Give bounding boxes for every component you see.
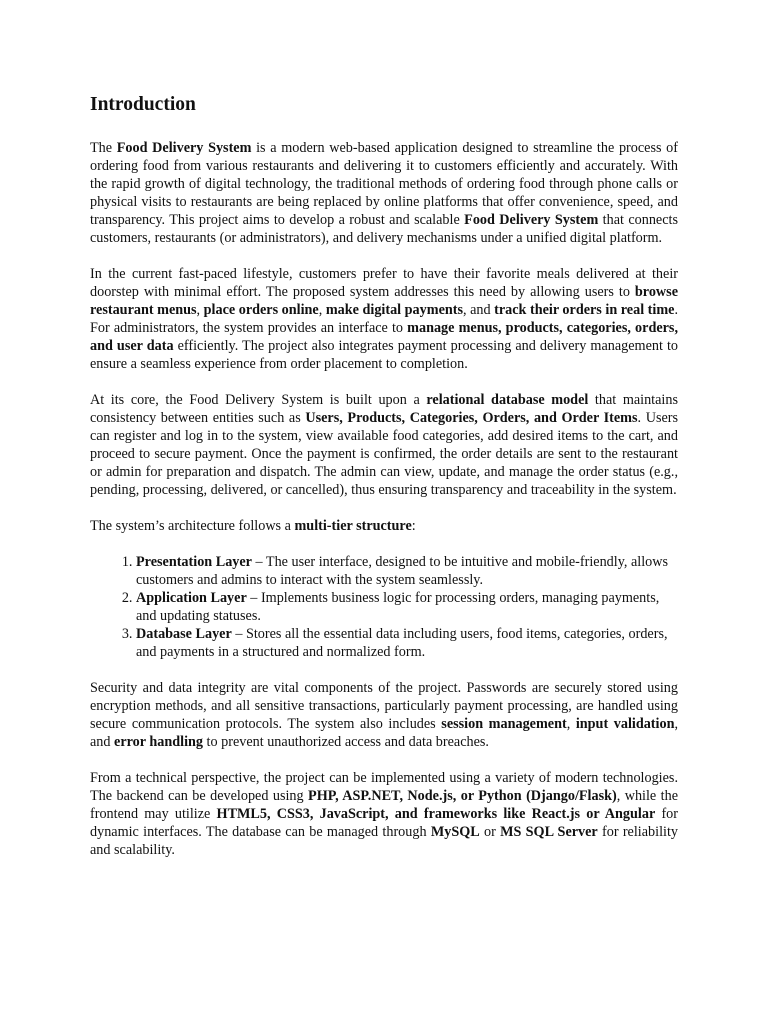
bold-term: MS SQL Server	[500, 824, 598, 840]
bold-term: PHP, ASP.NET, Node.js, or Python (Django/Flask)	[308, 788, 617, 804]
list-item-text: – Implements business logic for processing orders, managing payments, and updating statuses.	[136, 590, 660, 624]
text-run: At its core, the Food Delivery System is built upon a	[90, 392, 427, 408]
bold-term: Food Delivery System	[464, 212, 599, 228]
text-run: Security and data integrity are vital components of the project. Passwords are securely stored using encryption methods, and all sensitive transactions, particularly payment processing, are handled using secure communication protocols. The system also includes	[90, 680, 678, 732]
bold-term: Food Delivery System	[116, 140, 252, 156]
bold-term: browse restaurant menus	[90, 284, 678, 318]
list-item	[136, 625, 678, 661]
paragraph-overview	[90, 139, 678, 247]
bold-term: session management	[441, 716, 567, 732]
architecture-list	[90, 553, 678, 661]
text-run: is a modern web-based application designed to streamline the process of ordering food from various restaurants and delivering it to customers efficiently and accurately. With the rapid growth of digital technology, the traditional methods of ordering food through phone calls or physical visits to restaurants are being replaced by online platforms that offer convenience, speed, and transparency. This project aims to develop a robust and scalable	[90, 140, 678, 228]
bold-term: input validation	[575, 716, 675, 732]
text-run: The	[90, 140, 117, 156]
list-item	[136, 553, 678, 589]
text-run: ,	[196, 302, 204, 318]
text-run: . For administrators, the system provides an interface to	[90, 302, 679, 336]
text-run: ,	[318, 302, 326, 318]
text-run: , while the frontend may utilize	[90, 788, 678, 822]
text-run: ,	[566, 716, 576, 732]
text-run: , and	[90, 716, 679, 750]
text-run: that connects customers, restaurants (or administrators), and delivery mechanisms under a unified digital platform.	[90, 212, 678, 246]
text-run: efficiently. The project also integrates payment processing and delivery management to ensure a seamless experience from order placement to completion.	[90, 338, 679, 372]
bold-term: multi-tier structure	[294, 518, 412, 534]
bold-term: MySQL	[430, 824, 480, 840]
paragraph-database	[90, 391, 678, 499]
text-run: From a technical perspective, the project can be implemented using a variety of modern technologies. The backend can be developed using	[90, 770, 678, 804]
list-item-title: Presentation Layer	[136, 554, 252, 570]
text-run: that maintains consistency between entities such as	[90, 392, 678, 426]
text-run: for dynamic interfaces. The database can be managed through	[90, 806, 678, 840]
bold-term: track their orders in real time	[494, 302, 675, 318]
bold-term: manage menus, products, categories, orders, and user data	[90, 320, 678, 354]
text-run: for reliability and scalability.	[90, 824, 678, 858]
page-title: Introduction	[90, 94, 196, 115]
text-run: :	[411, 518, 416, 534]
text-run: In the current fast-paced lifestyle, customers prefer to have their favorite meals delivered at their doorstep with minimal effort. The proposed system addresses this need by allowing users to	[90, 266, 678, 300]
text-run: The system’s architecture follows a	[90, 518, 295, 534]
list-item	[136, 589, 678, 625]
paragraph-features	[90, 265, 678, 373]
bold-term: Users, Products, Categories, Orders, and Order Items	[305, 410, 638, 426]
list-item-title: Database Layer	[136, 626, 232, 642]
list-item-text: – Stores all the essential data including users, food items, categories, orders, and payments in a structured and normalized form.	[136, 626, 668, 660]
text-run: , and	[463, 302, 495, 318]
bold-term: make digital payments	[325, 302, 463, 318]
text-run: or	[479, 824, 501, 840]
text-run: to prevent unauthorized access and data breaches.	[203, 734, 489, 750]
paragraph-security	[90, 679, 678, 751]
paragraph-architecture	[90, 517, 678, 535]
bold-term: HTML5, CSS3, JavaScript, and frameworks like React.js or Angular	[216, 806, 656, 822]
bold-term: error handling	[114, 734, 203, 750]
list-item-title: Application Layer	[136, 590, 247, 606]
paragraph-technology	[90, 769, 678, 859]
list-item-text: – The user interface, designed to be intuitive and mobile-friendly, allows customers and admins to interact with the system seamlessly.	[136, 554, 669, 588]
bold-term: place orders online	[203, 302, 319, 318]
text-run: . Users can register and log in to the system, view available food categories, add desired items to the cart, and proceed to secure payment. Once the payment is confirmed, the order details are sent to the restaurant or admin for preparation and dispatch. The admin can view, update, and manage the order status (e.g., pending, processing, delivered, or cancelled), thus ensuring transparency and traceability in the system.	[90, 410, 679, 498]
bold-term: relational database model	[426, 392, 589, 408]
